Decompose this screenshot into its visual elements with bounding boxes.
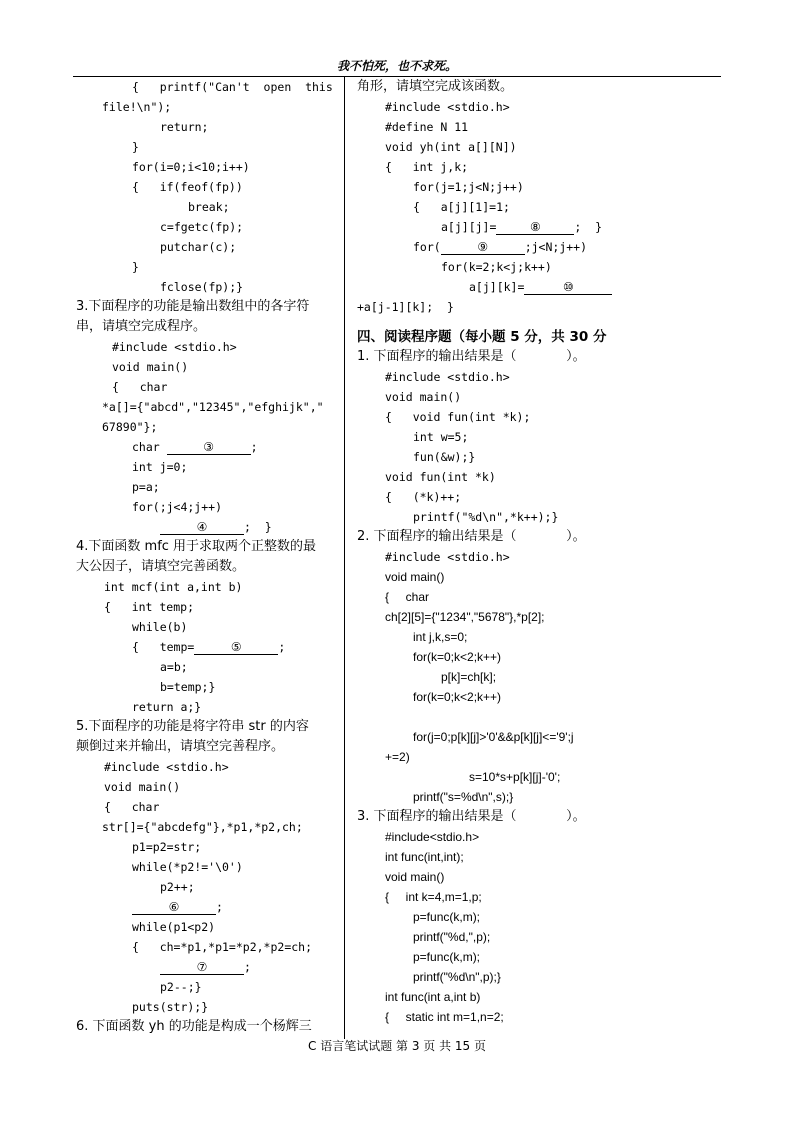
code-line: for(k=2;k<j;k++) (441, 260, 552, 274)
code-line-blank-9 (413, 237, 587, 257)
code-text: ; (244, 960, 251, 974)
question-4-stem-cont: 大公因子，请填空完善函数。 (76, 559, 246, 574)
code-line: { int k=4,m=1,p; (385, 890, 482, 904)
page-header-slogan: 我不怕死，也不求死。 (336, 59, 457, 73)
code-line: for(k=0;k<2;k++) (413, 650, 502, 664)
question-3-stem-cont: 串，请填空完成程序。 (76, 319, 207, 334)
code-line: { a[j][1]=1; (413, 200, 510, 214)
code-line: printf("%d\n",*k++);} (413, 510, 559, 524)
code-line: int j=0; (132, 460, 188, 474)
code-line: for(j=0;p[k][j]>'0'&&p[k][j]<='9';j (413, 730, 574, 744)
code-line: break; (188, 200, 230, 214)
code-line: void main() (385, 870, 445, 884)
code-line: for(;j<4;j++) (132, 500, 223, 514)
read-question-3-stem: 3. 下面程序的输出结果是（ ）。 (357, 809, 586, 824)
code-line: int func(int,int); (385, 850, 464, 864)
code-line: { ch=*p1,*p1=*p2,*p2=ch; (132, 940, 313, 954)
page-footer: C 语言笔试试题 第 3 页 共 15 页 (308, 1039, 486, 1053)
code-line: b=temp;} (160, 680, 216, 694)
code-text: ; (278, 640, 286, 654)
code-line: } (132, 260, 139, 274)
code-line: p=func(k,m); (413, 950, 481, 964)
code-line: return; (160, 120, 209, 134)
code-line: #include <stdio.h> (385, 370, 510, 384)
code-line: printf("s=%d\n",s);} (413, 790, 514, 804)
blank-4[interactable]: ④ (160, 520, 244, 535)
code-line: s=10*s+p[k][j]-'0'; (469, 770, 561, 784)
blank-8[interactable]: ⑧ (496, 220, 574, 235)
question-3-stem: 3.下面程序的功能是输出数组中的各字符 (76, 299, 310, 314)
question-5-stem-cont: 颠倒过来并输出，请填空完善程序。 (76, 739, 285, 754)
code-line: { char (112, 380, 168, 394)
code-line: #define N 11 (385, 120, 469, 134)
code-line: #include <stdio.h> (104, 760, 229, 774)
code-line: p1=p2=str; (132, 840, 202, 854)
code-line: while(*p2!='\0') (132, 860, 243, 874)
code-line: for(k=0;k<2;k++) (413, 690, 502, 704)
code-line: a=b; (160, 660, 188, 674)
code-line-blank-4 (160, 517, 272, 537)
code-text: char (132, 440, 167, 454)
code-line: p2++; (160, 880, 195, 894)
code-line: *a[]={"abcd","12345","efghijk"," (102, 400, 324, 414)
code-line: void fun(int *k) (385, 470, 496, 484)
code-line: p2--;} (160, 980, 202, 994)
code-line: puts(str);} (132, 1000, 209, 1014)
column-divider (344, 77, 345, 1039)
code-text: ; (250, 440, 258, 454)
code-line: #include <stdio.h> (385, 550, 510, 564)
code-line-blank-7 (160, 957, 251, 977)
code-line-blank-5 (132, 637, 285, 657)
code-line-blank-10 (469, 277, 612, 297)
code-line: void main() (385, 570, 445, 584)
code-line: 67890"}; (102, 420, 158, 434)
code-line: for(i=0;i<10;i++) (132, 160, 250, 174)
code-text: a[j][k]= (469, 280, 525, 294)
code-line: while(p1<p2) (132, 920, 216, 934)
code-line: { int temp; (104, 600, 195, 614)
code-line: } (132, 140, 139, 154)
code-line: p=func(k,m); (413, 910, 481, 924)
code-line: { (*k)++; (385, 490, 462, 504)
code-text: ; } (574, 220, 603, 234)
code-line: int w=5; (413, 430, 469, 444)
code-line: fclose(fp);} (160, 280, 244, 294)
code-line: c=fgetc(fp); (160, 220, 244, 234)
code-line: while(b) (132, 620, 188, 634)
code-line: int j,k,s=0; (413, 630, 468, 644)
code-line: str[]={"abcdefg"},*p1,*p2,ch; (102, 820, 303, 834)
code-line: fun(&w);} (413, 450, 476, 464)
code-line-blank-8 (441, 217, 602, 237)
question-6-stem-cont: 角形，请填空完成该函数。 (357, 79, 514, 94)
code-line: printf("%d\n",p);} (413, 970, 501, 984)
code-line: int func(int a,int b) (385, 990, 481, 1004)
section-heading: 四、阅读程序题（每小题 5 分，共 30 分 (357, 329, 607, 345)
blank-9[interactable]: ⑨ (441, 240, 525, 255)
code-line: { void fun(int *k); (385, 410, 531, 424)
code-line: #include <stdio.h> (385, 100, 510, 114)
question-4-stem: 4.下面函数 mfc 用于求取两个正整数的最 (76, 539, 317, 554)
code-line: { char (385, 590, 430, 604)
code-line-blank-6 (132, 897, 223, 917)
code-text: { temp= (132, 640, 195, 654)
question-6-stem: 6. 下面函数 yh 的功能是构成一个杨辉三 (76, 1019, 312, 1034)
code-text: ; } (244, 520, 272, 534)
code-line: { int j,k; (385, 160, 469, 174)
code-line: void main() (112, 360, 189, 374)
code-line: void main() (385, 390, 462, 404)
blank-5[interactable]: ⑤ (194, 640, 278, 655)
code-line: { char (104, 800, 160, 814)
code-line: file!\n"); (102, 100, 172, 114)
code-line: printf("%d,",p); (413, 930, 491, 944)
code-line: ch[2][5]={"1234","5678"},*p[2]; (385, 610, 545, 624)
code-line: p[k]=ch[k]; (441, 670, 497, 684)
code-line: +=2) (385, 750, 410, 764)
code-line: for(j=1;j<N;j++) (413, 180, 524, 194)
code-line: { printf("Can't open this (132, 80, 333, 94)
question-5-stem: 5.下面程序的功能是将字符串 str 的内容 (76, 719, 309, 734)
code-line: { if(feof(fp)) (132, 180, 243, 194)
code-line: void yh(int a[][N]) (385, 140, 517, 154)
code-text: for( (413, 240, 441, 254)
code-line: { static int m=1,n=2; (385, 1010, 504, 1024)
code-line-blank-3 (132, 437, 258, 457)
code-line: #include <stdio.h> (112, 340, 237, 354)
code-line: #include<stdio.h> (385, 830, 480, 844)
code-line: putchar(c); (160, 240, 237, 254)
code-line: +a[j-1][k]; } (357, 300, 454, 314)
code-text: a[j][j]= (441, 220, 497, 234)
code-line: return a;} (132, 700, 202, 714)
code-text: ;j<N;j++) (524, 240, 588, 254)
code-line: void main() (104, 780, 181, 794)
blank-10[interactable]: ⑩ (524, 280, 612, 295)
code-line: int mcf(int a,int b) (104, 580, 243, 594)
code-text: ; (216, 900, 223, 914)
read-question-1-stem: 1. 下面程序的输出结果是（ ）。 (357, 349, 586, 364)
read-question-2-stem: 2. 下面程序的输出结果是（ ）。 (357, 529, 586, 544)
code-line: p=a; (132, 480, 160, 494)
blank-7[interactable]: ⑦ (160, 960, 244, 975)
blank-6[interactable]: ⑥ (132, 900, 216, 915)
blank-3[interactable]: ③ (167, 440, 251, 455)
